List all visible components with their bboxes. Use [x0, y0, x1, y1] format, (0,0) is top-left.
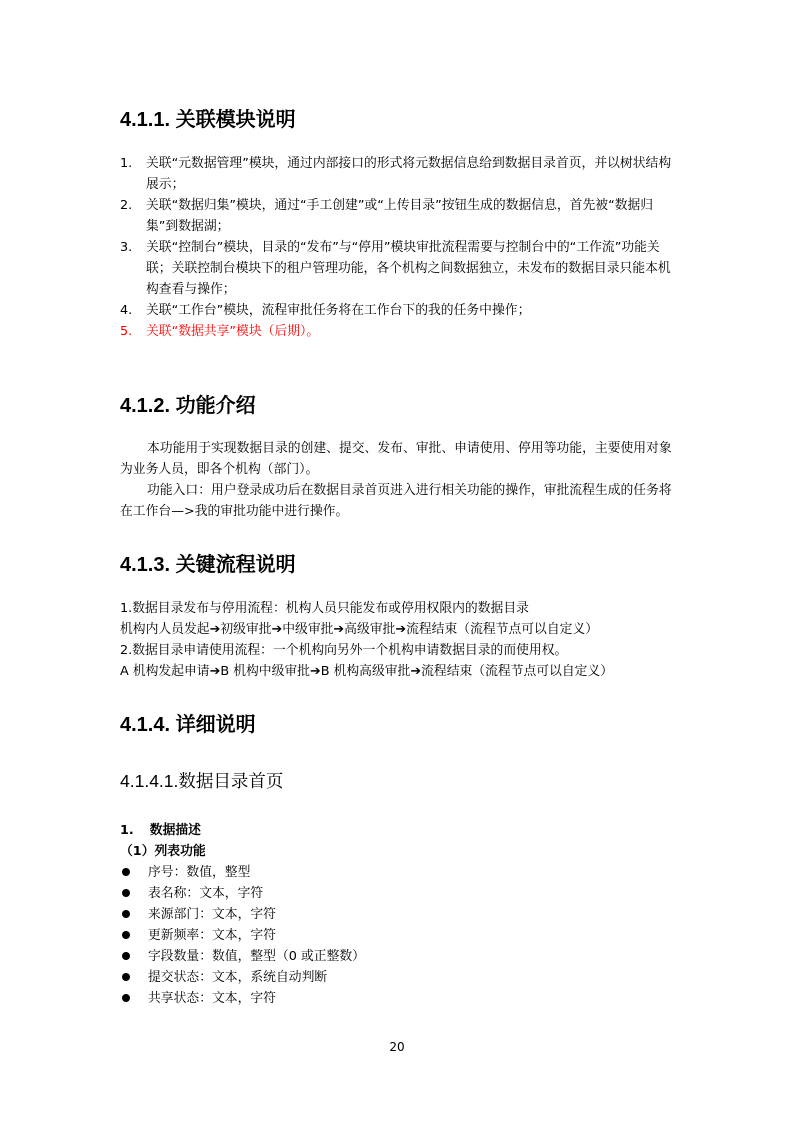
list-item-number: 5.	[120, 324, 133, 339]
flow-step: 高级审批	[344, 622, 396, 637]
bullet-icon	[122, 994, 130, 1002]
arrow-right-icon: ➔	[271, 622, 283, 637]
flow-step: 流程结束（流程节点可以自定义）	[421, 664, 614, 679]
flow-step: 流程结束（流程节点可以自定义）	[406, 622, 599, 637]
arrow-right-icon: ➔	[395, 622, 407, 637]
bullet-icon	[122, 910, 130, 918]
flow-step: 初级审批	[220, 622, 272, 637]
flow-description-2: 2.数据目录申请使用流程：一个机构向另外一个机构申请数据目录的而使用权。	[120, 643, 568, 658]
bullet-icon	[122, 889, 130, 897]
list-item-text: 来源部门：文本，字符	[148, 907, 276, 922]
list-item-text: 关联“控制台”模块，目录的“发布”与“停用”模块审批流程需要与控制台中的“工作流”功能关联；关联控制台模块下的租户管理功能，各个机构之间数据独立，未发布的数据目录只能本机构查看与操作；	[146, 240, 671, 297]
list-item-text: 关联“元数据管理”模块，通过内部接口的形式将元数据信息给到数据目录首页，并以树状结构展示；	[146, 156, 672, 192]
bullet-icon	[122, 973, 130, 981]
arrow-right-icon: ➔	[333, 622, 345, 637]
flow-step: A 机构发起申请	[120, 664, 210, 679]
flow-step: 机构内人员发起	[120, 622, 210, 637]
list-item	[120, 237, 680, 300]
list-item	[120, 904, 365, 925]
bullet-icon	[122, 952, 130, 960]
list-item-number: 4.	[120, 303, 133, 318]
list-item-number: 1.	[120, 156, 133, 171]
list-item-text: 字段数量：数值，整型（0 或正整数）	[148, 949, 365, 964]
arrow-right-icon: ➔	[309, 664, 321, 679]
list-item-text: 关联“数据归集”模块，通过“手工创建”或“上传目录”按钮生成的数据信息，首先被“数据归集”到数据湖；	[146, 198, 654, 234]
heading-text: 数据描述	[149, 823, 201, 838]
flow-step: B 机构中级审批	[220, 664, 310, 679]
section-heading-4-1-3: 4.1.3. 关键流程说明	[120, 554, 296, 576]
list-item-text: 共享状态：文本，字符	[148, 991, 276, 1006]
list-item	[120, 946, 365, 967]
bullet-icon	[122, 931, 130, 939]
list-item-highlighted	[120, 321, 680, 342]
list-item	[120, 862, 365, 883]
list-item	[120, 883, 365, 904]
function-intro-paragraph: 本功能用于实现数据目录的创建、提交、发布、审批、申请使用、停用等功能，主要使用对象为业务人员，即各个机构（部门）。	[120, 441, 672, 477]
list-item	[120, 195, 680, 237]
flow-steps-2	[120, 661, 700, 682]
flow-description-1: 1.数据目录发布与停用流程：机构人员只能发布或停用权限内的数据目录	[120, 601, 529, 616]
list-item-number: 2.	[120, 198, 133, 213]
arrow-right-icon: ➔	[410, 664, 422, 679]
list-item-text: 关联“数据共享”模块（后期）。	[146, 324, 320, 339]
heading-number: 1.	[120, 823, 134, 838]
list-item-text: 更新频率：文本，字符	[148, 928, 276, 943]
flow-steps-1	[120, 619, 700, 640]
section-heading-4-1-1: 4.1.1. 关联模块说明	[120, 109, 296, 131]
list-item-text: 提交状态：文本，系统自动判断	[148, 970, 328, 985]
function-entry-paragraph: 功能入口：用户登录成功后在数据目录首页进入进行相关功能的操作，审批流程生成的任务将在工作台—>我的审批功能中进行操作。	[120, 483, 672, 519]
list-item-text: 序号：数值，整型	[148, 865, 251, 880]
page-number: 20	[389, 1040, 405, 1054]
list-item-number: 3.	[120, 240, 133, 255]
field-bullet-list	[120, 862, 365, 1009]
list-item	[120, 967, 365, 988]
list-function-heading: （1）列表功能	[120, 844, 206, 859]
flow-step: B 机构高级审批	[320, 664, 411, 679]
list-item	[120, 300, 680, 321]
related-modules-list	[120, 153, 680, 342]
list-item-text: 关联“工作台”模块，流程审批任务将在工作台下的我的任务中操作；	[146, 303, 531, 318]
flow-step: 中级审批	[282, 622, 334, 637]
section-heading-4-1-4: 4.1.4. 详细说明	[120, 714, 256, 736]
arrow-right-icon: ➔	[209, 622, 221, 637]
section-heading-4-1-2: 4.1.2. 功能介绍	[120, 395, 256, 417]
list-item	[120, 988, 365, 1009]
subsection-heading-4-1-4-1: 4.1.4.1.数据目录首页	[120, 771, 284, 791]
list-item-text: 表名称：文本，字符	[148, 886, 264, 901]
arrow-right-icon: ➔	[209, 664, 221, 679]
bullet-icon	[122, 868, 130, 876]
data-description-heading	[120, 820, 700, 841]
list-item	[120, 925, 365, 946]
list-item	[120, 153, 680, 195]
